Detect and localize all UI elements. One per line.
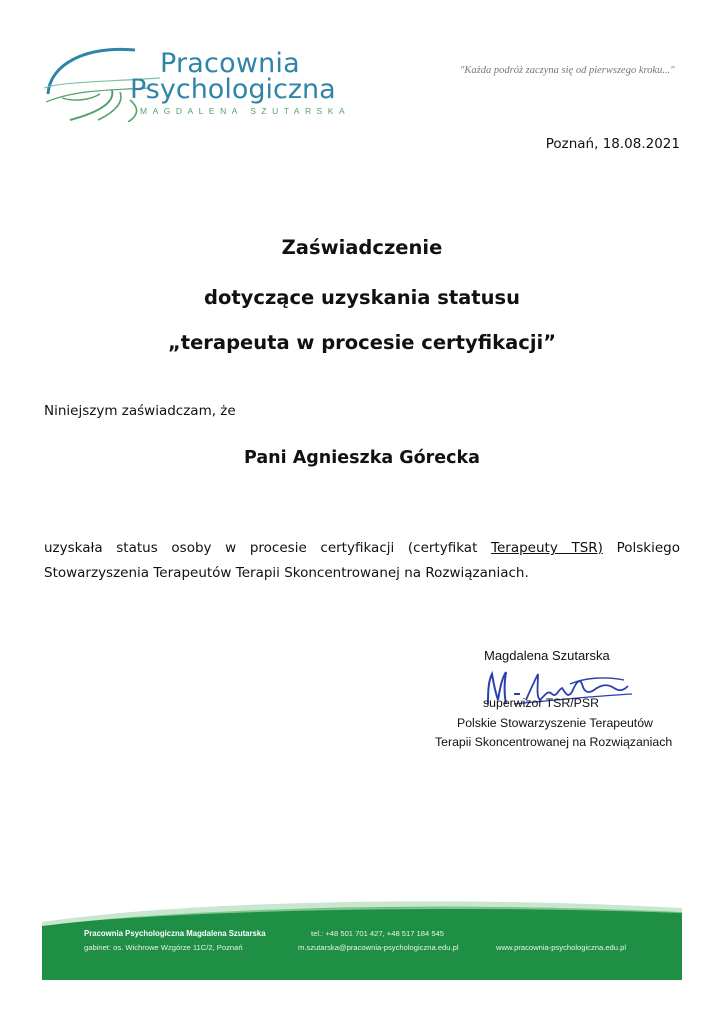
signatory-org-line1: Polskie Stowarzyszenie Terapeutów <box>457 716 653 730</box>
footer-phone: tel.: +48 501 701 427, +48 517 184 545 <box>311 929 445 938</box>
body-text-before: uzyskała status osoby w procesie certyfikacji (certyfikat <box>44 540 492 556</box>
brand-name-line1: Pracownia <box>160 48 300 79</box>
document-date: Poznań, 18.08.2021 <box>545 136 680 152</box>
title-line-2: dotyczące uzyskania statusu <box>204 286 520 309</box>
body-text-after: Polskiego Stowarzyszenia Terapeutów Terapii Skoncentrowanej na Rozwiązaniach. <box>44 540 680 581</box>
title-line-1: Zaświadczenie <box>281 236 443 259</box>
body-paragraph <box>44 536 680 585</box>
signatory-role: superwizor TSR/PSR <box>483 696 599 710</box>
footer-email: m.szutarska@pracownia-psychologiczna.edu.pl <box>298 943 459 952</box>
intro-text: Niniejszym zaświadczam, że <box>44 403 236 419</box>
footer-website: www.pracownia-psychologiczna.edu.pl <box>496 943 627 952</box>
signatory-org-line2: Terapii Skoncentrowanej na Rozwiązaniach <box>435 735 673 749</box>
title-line-3: „terapeuta w procesie certyfikacji” <box>167 331 557 354</box>
brand-name-line2: Psychologiczna <box>130 74 336 105</box>
footer-company: Pracownia Psychologiczna Magdalena Szutarska <box>84 929 266 938</box>
motto: "Każda podróż zaczyna się od pierwszego kroku..." <box>460 65 675 76</box>
brand-subtitle: MAGDALENA SZUTARSKA <box>140 106 351 116</box>
footer-address: gabinet: os. Wichrowe Wzgórze 11C/2, Poznań <box>84 943 243 952</box>
signatory-name: Magdalena Szutarska <box>484 648 610 663</box>
recipient-name: Pani Agnieszka Górecka <box>244 448 480 468</box>
body-text-underlined: Terapeuty TSR) <box>491 540 603 556</box>
